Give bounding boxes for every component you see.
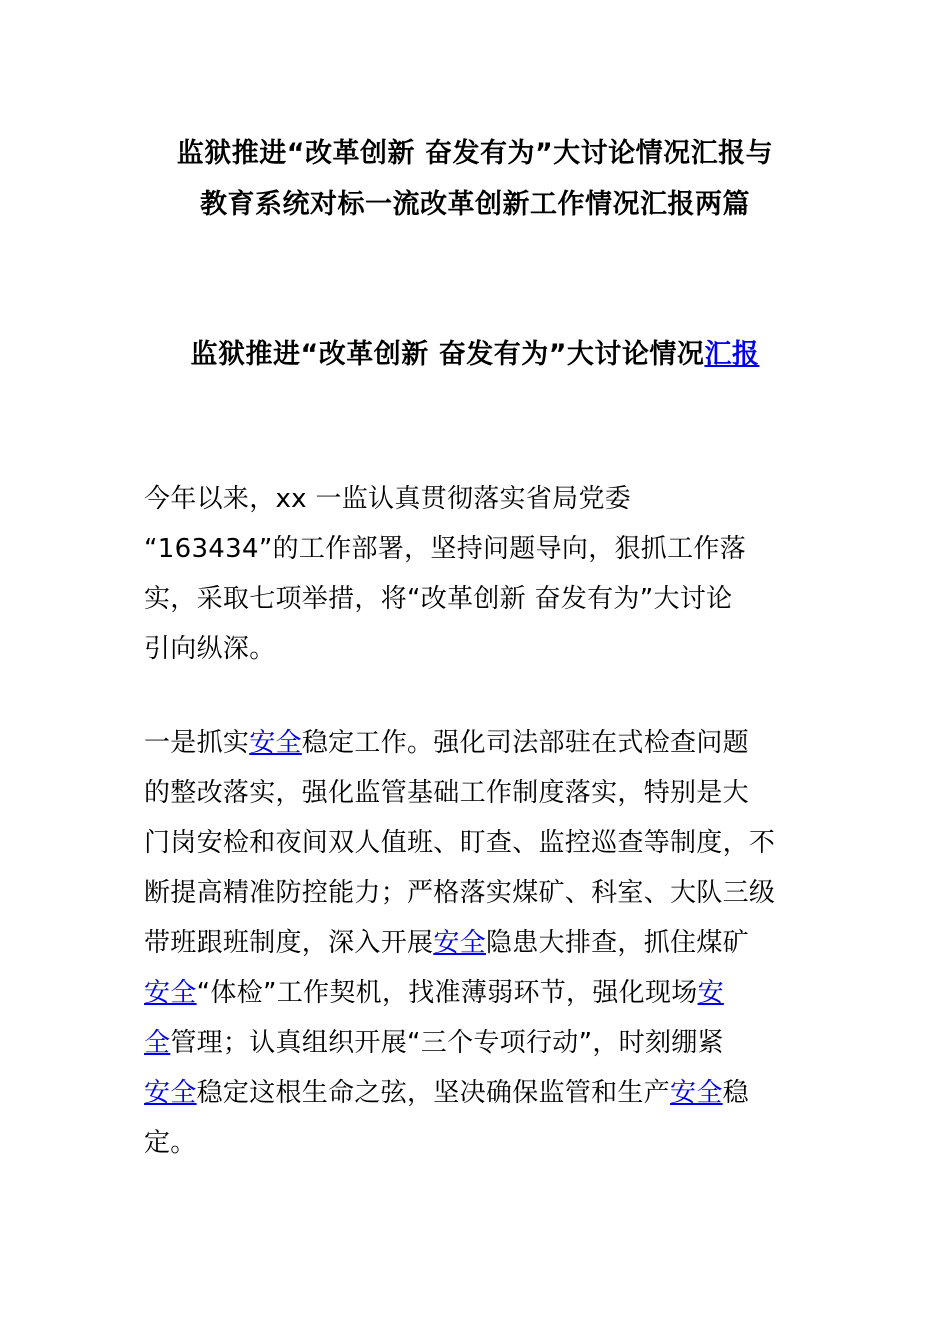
- section-heading-link[interactable]: 汇报: [704, 339, 760, 370]
- paragraph-line: 的整改落实，强化监管基础工作制度落实，特别是大: [144, 778, 749, 808]
- safety-link[interactable]: 安全: [144, 978, 197, 1008]
- document-title-line-2: 教育系统对标一流改革创新工作情况汇报两篇: [200, 189, 750, 220]
- section-heading-text: 监狱推进“改革创新 奋发有为”大讨论情况: [190, 339, 705, 370]
- text-segment: 稳定工作。强化司法部驻在式检查问题: [301, 728, 749, 758]
- text-segment: 一是抓实: [144, 728, 250, 758]
- text-segment: 管理；认真组织开展“三个专项行动”，时刻绷紧: [170, 1028, 724, 1058]
- paragraph-line: [144, 968, 808, 1018]
- paragraph-line: [144, 918, 808, 968]
- paragraph-line: 实，采取七项举措，将“改革创新 奋发有为”大讨论: [144, 584, 733, 614]
- paragraph-line: 定。: [144, 1128, 197, 1158]
- safety-link[interactable]: 安: [697, 978, 724, 1008]
- document-title-line-1: 监狱推进“改革创新 奋发有为”大讨论情况汇报与: [176, 138, 774, 169]
- paragraph-line: [144, 1068, 808, 1118]
- text-segment: “体检”工作契机，找准薄弱环节，强化现场: [196, 978, 698, 1008]
- section-heading: [0, 332, 950, 371]
- text-segment: 带班跟班制度，深入开展: [144, 928, 434, 958]
- paragraph-line: [144, 1018, 808, 1068]
- paragraph-line: 今年以来，xx 一监认真贯彻落实省局党委: [144, 484, 632, 514]
- safety-link[interactable]: 全: [144, 1028, 171, 1058]
- safety-link[interactable]: 安全: [249, 728, 302, 758]
- paragraph-intro: [144, 474, 808, 674]
- paragraph-line: 断提高精准防控能力；严格落实煤矿、科室、大队三级: [144, 878, 776, 908]
- paragraph-safety: [144, 718, 808, 1168]
- paragraph-line: 门岗安检和夜间双人值班、盯查、监控巡查等制度，不: [144, 828, 776, 858]
- paragraph-line: “163434”的工作部署，坚持问题导向，狠抓工作落: [144, 534, 746, 564]
- paragraph-line: [144, 718, 808, 768]
- paragraph-line: 引向纵深。: [144, 634, 276, 664]
- text-segment: 隐患大排查，抓住煤矿: [485, 928, 749, 958]
- text-segment: 稳: [722, 1078, 749, 1108]
- safety-link[interactable]: 安全: [144, 1078, 197, 1108]
- safety-link[interactable]: 安全: [433, 928, 486, 958]
- text-segment: 稳定这根生命之弦，坚决确保监管和生产: [196, 1078, 671, 1108]
- safety-link[interactable]: 安全: [670, 1078, 723, 1108]
